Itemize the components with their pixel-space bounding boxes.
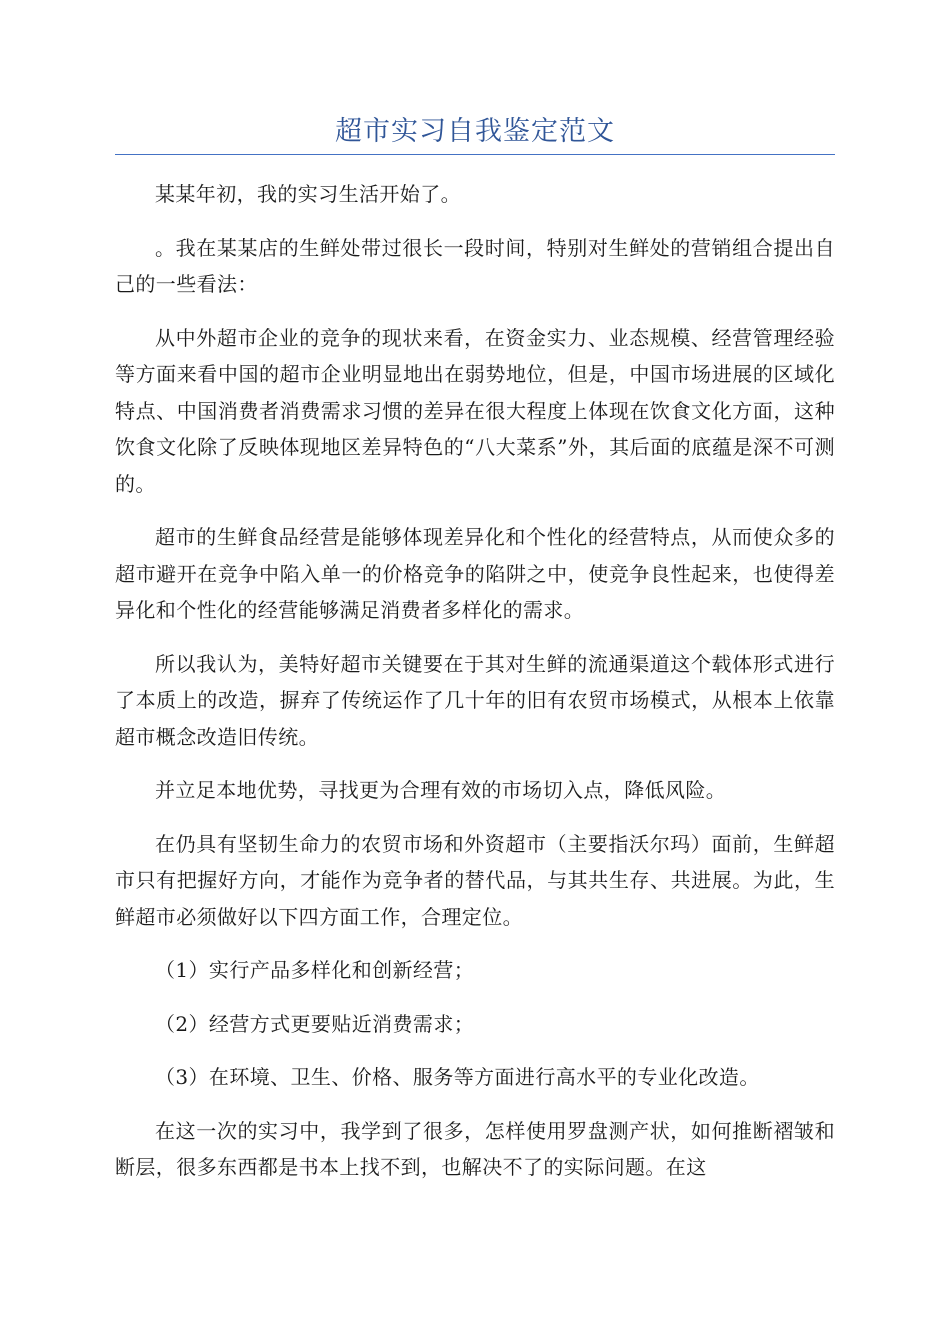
paragraph-5: 所以我认为，美特好超市关键要在于其对生鲜的流通渠道这个载体形式进行了本质上的改造，摒弃了传统运作了几十年的旧有农贸市场模式，从根本上依靠超市概念改造旧传统。 — [115, 651, 835, 749]
document-body — [115, 176, 835, 1203]
list-item-3: （3）在环境、卫生、价格、服务等方面进行高水平的专业化改造。 — [155, 1065, 760, 1089]
title-underline — [115, 154, 835, 155]
list-item-2: （2）经营方式更要贴近消费需求； — [155, 1011, 475, 1036]
paragraph-4: 超市的生鲜食品经营是能够体现差异化和个性化的经营特点，从而使众多的超市避开在竞争中陷入单一的价格竞争的陷阱之中，使竞争良性起来，也使得差异化和个性化的经营能够满足消费者多样化的需求。 — [115, 525, 835, 622]
document-title: 超市实习自我鉴定范文 — [335, 116, 615, 147]
paragraph-6: 并立足本地优势，寻找更为合理有效的市场切入点，降低风险。 — [155, 778, 727, 802]
paragraph-3: 从中外超市企业的竞争的现状来看，在资金实力、业态规模、经营管理经验等方面来看中国的超市企业明显地出在弱势地位，但是，中国市场进展的区域化特点、中国消费者消费需求习惯的差异在很大程度上体现在饮食文化方面，这种饮食文化除了反映体现地区差异特色的“八大菜系”外，其后面的底蕴是深不可测的。 — [115, 325, 835, 496]
paragraph-8: 在这一次的实习中，我学到了很多，怎样使用罗盘测产状，如何推断褶皱和断层，很多东西都是书本上找不到，也解决不了的实际问题。在这 — [115, 1118, 835, 1179]
list-item-1: （1）实行产品多样化和创新经营； — [155, 958, 475, 982]
paragraph-2: 。我在某某店的生鲜处带过很长一段时间，特别对生鲜处的营销组合提出自己的一些看法： — [115, 235, 835, 296]
paragraph-1: 某某年初，我的实习生活开始了。 — [155, 182, 461, 206]
paragraph-7: 在仍具有坚韧生命力的农贸市场和外资超市（主要指沃尔玛）面前，生鲜超市只有把握好方向，才能作为竞争者的替代品，与其共生存、共进展。为此，生鲜超市必须做好以下四方面工作，合理定位。 — [115, 831, 835, 929]
